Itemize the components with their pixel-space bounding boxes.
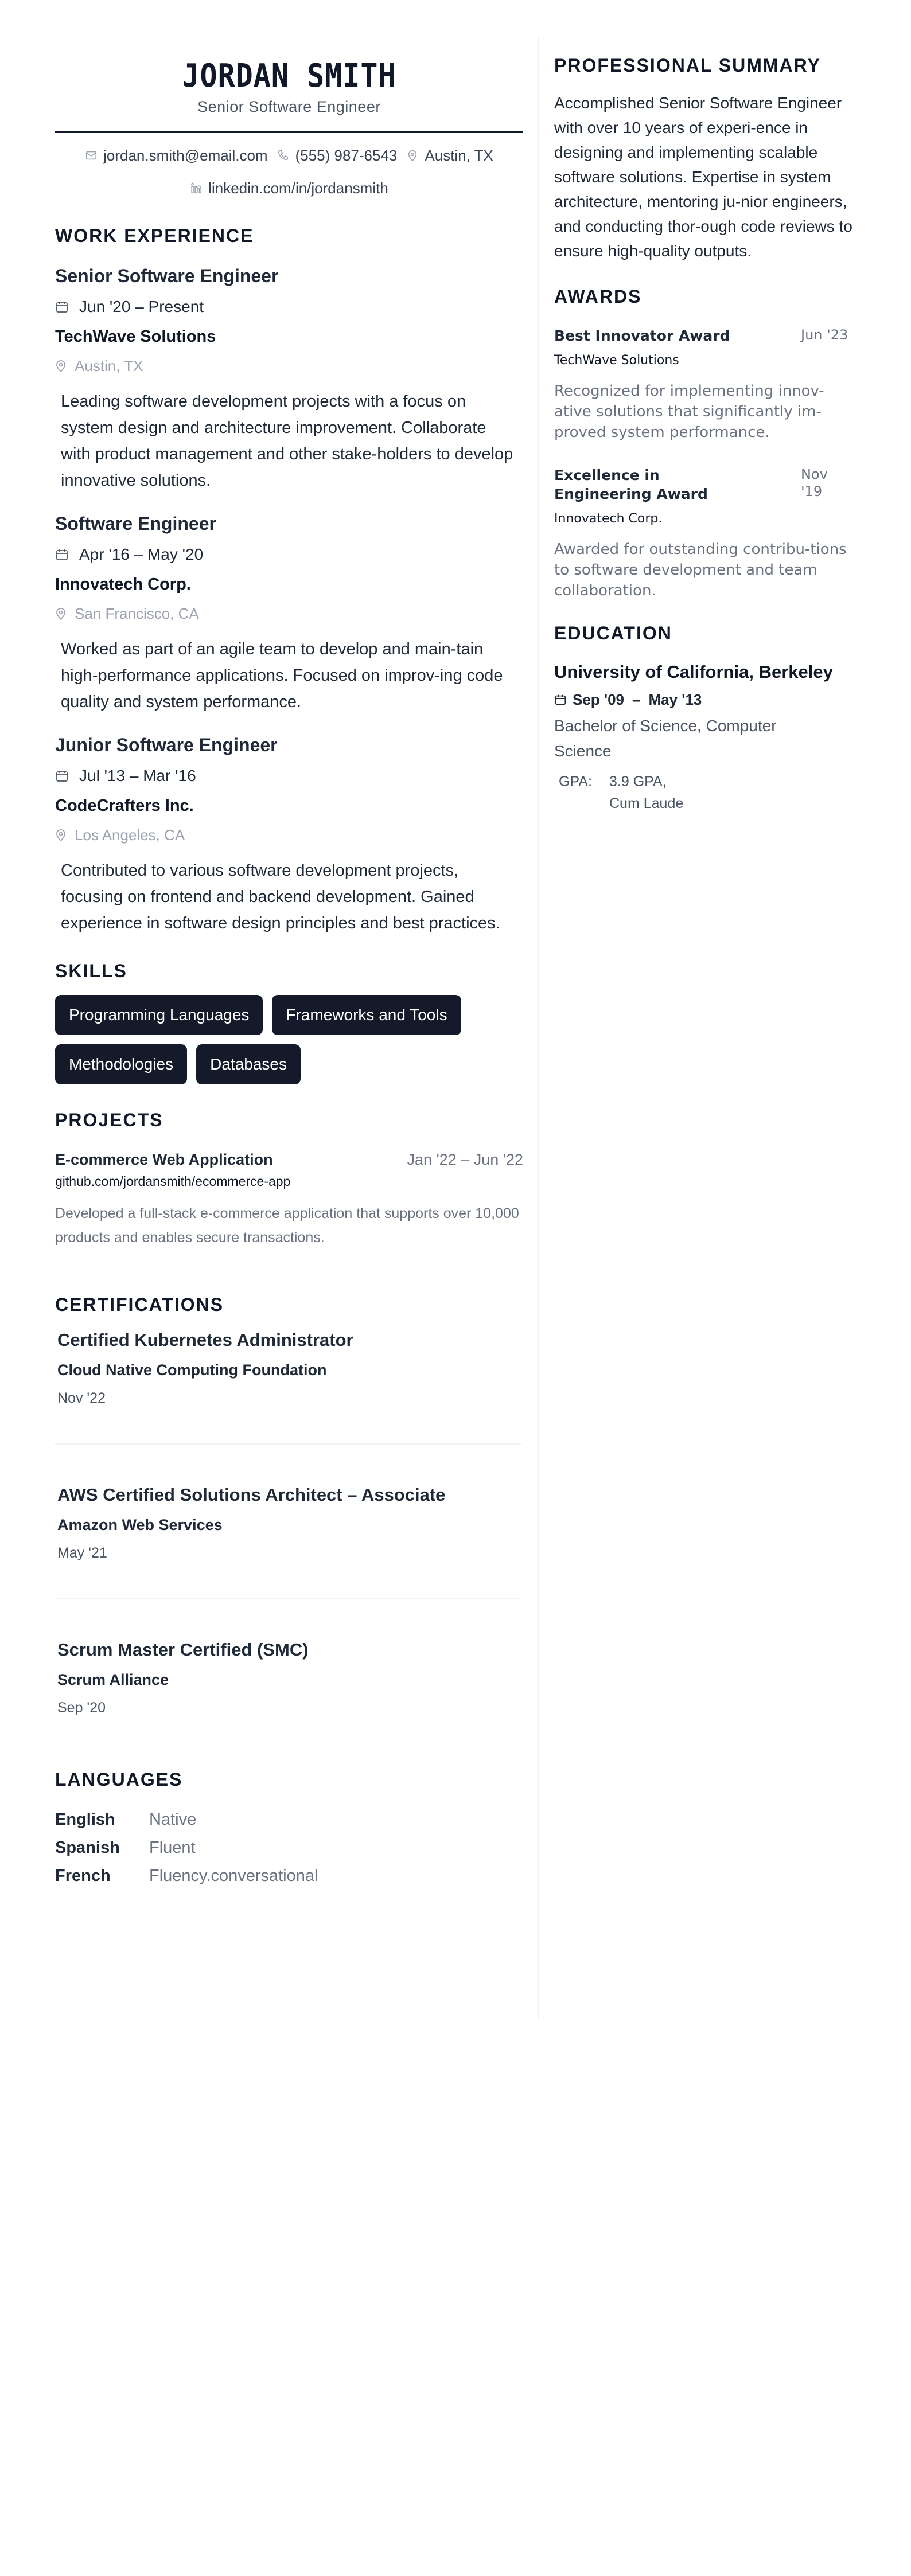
section-title-certifications: CERTIFICATIONS [55, 1294, 224, 1315]
education-start: Sep '09 [573, 691, 625, 708]
section-title-skills: SKILLS [55, 961, 127, 981]
language-level: Native [149, 1810, 197, 1829]
job-location [55, 825, 523, 845]
job-dates [55, 296, 523, 317]
language-name: Spanish [55, 1839, 120, 1857]
job-location-text: San Francisco, CA [75, 605, 199, 622]
award-organization: Innovatech Corp. [554, 512, 663, 526]
certification-date: Nov '22 [57, 1390, 106, 1406]
job-company: TechWave Solutions [55, 327, 216, 346]
job-company: CodeCrafters Inc. [55, 797, 194, 815]
job-entry [55, 512, 523, 715]
certification-entry [55, 1316, 523, 1408]
job-description: Contributed to various software development projects, focusing on frontend and backend development. Gained experience in software design principles and best practices. [61, 861, 500, 932]
contact-linkedin[interactable] [190, 178, 388, 198]
language-row [55, 1808, 523, 1831]
language-name: French [55, 1867, 111, 1885]
phone-text: (555) 987-6543 [295, 147, 398, 164]
contact-row-2 [55, 178, 523, 198]
job-entry [55, 733, 523, 936]
job-location [55, 356, 523, 376]
language-list [55, 1808, 523, 1887]
certification-issuer: Scrum Alliance [57, 1671, 169, 1688]
education-dates [554, 689, 864, 710]
contact-row [55, 146, 523, 165]
award-header [554, 326, 852, 345]
education-degree: Bachelor of Science, Computer Science [554, 717, 777, 760]
certification-issuer: Amazon Web Services [57, 1516, 223, 1533]
job-entry [55, 264, 523, 494]
job-dates [55, 766, 523, 786]
section-title-projects: PROJECTS [55, 1110, 163, 1130]
projects-section [55, 1109, 523, 1250]
certification-date: Sep '20 [57, 1700, 106, 1716]
contact-email[interactable] [85, 146, 267, 165]
education-date-separator: – [632, 691, 641, 708]
job-company: Innovatech Corp. [55, 575, 191, 594]
job-role: Software Engineer [55, 513, 216, 534]
skill-tag: Frameworks and Tools [272, 995, 461, 1035]
certification-divider [55, 1598, 521, 1599]
project-header [55, 1150, 523, 1169]
certifications-section [55, 1293, 523, 1718]
section-title-summary: PROFESSIONAL SUMMARY [554, 55, 821, 76]
section-title-languages: LANGUAGES [55, 1769, 183, 1790]
email-text: jordan.smith@email.com [103, 147, 268, 164]
location-pin-icon [406, 149, 419, 162]
location-pin-icon [55, 359, 67, 373]
certification-entry [55, 1638, 523, 1718]
work-experience-section [55, 224, 523, 936]
summary-section [554, 54, 864, 263]
skills-section [55, 959, 523, 1084]
awards-section [554, 285, 864, 601]
section-title-work: WORK EXPERIENCE [55, 225, 254, 246]
job-dates-text: Jul '13 – Mar '16 [79, 767, 196, 784]
language-row [55, 1864, 523, 1887]
job-role: Senior Software Engineer [55, 266, 279, 286]
job-location [55, 604, 523, 623]
language-level: Fluent [149, 1839, 196, 1857]
certification-date: May '21 [57, 1545, 107, 1561]
candidate-name: JORDAN SMITH [182, 57, 396, 95]
project-dates: Jan '22 – Jun '22 [407, 1151, 523, 1168]
award-name: Best Innovator Award [554, 327, 730, 344]
phone-icon [277, 149, 290, 162]
job-location-text: Los Angeles, CA [75, 826, 185, 844]
column-divider [538, 37, 539, 2019]
award-description: Recognized for implementing innov-ative solutions that significantly im-proved system performance. [554, 383, 824, 441]
skill-tag: Databases [196, 1044, 301, 1084]
calendar-icon [55, 769, 69, 783]
certification-entry [55, 1484, 523, 1563]
resume-header [55, 37, 523, 198]
award-date: Jun '23 [801, 327, 848, 343]
skill-tag: Programming Languages [55, 995, 263, 1035]
project-name: E-commerce Web Application [55, 1151, 273, 1168]
location-pin-icon [55, 828, 67, 842]
job-description: Worked as part of an agile team to develop and main-tain high-performance applications. Focused on improv-ing code quality and system performance. [61, 640, 503, 711]
project-link[interactable]: github.com/jordansmith/ecommerce-app [55, 1174, 291, 1189]
award-entry [554, 326, 864, 443]
award-name: Excellence in Engineering Award [554, 467, 708, 502]
certification-name: Scrum Master Certified (SMC) [57, 1640, 309, 1660]
language-name: English [55, 1810, 115, 1829]
education-entry [554, 661, 864, 814]
award-entry [554, 466, 864, 601]
education-section [554, 622, 864, 814]
award-description: Awarded for outstanding contribu-tions to software development and team collaboration. [554, 541, 847, 599]
linkedin-icon [190, 182, 203, 194]
contact-phone[interactable] [277, 146, 398, 165]
award-organization: TechWave Solutions [554, 353, 679, 368]
linkedin-text: linkedin.com/in/jordansmith [208, 179, 388, 197]
calendar-icon [554, 693, 567, 706]
left-column [55, 37, 523, 1892]
contact-location [406, 146, 493, 165]
job-role: Junior Software Engineer [55, 735, 278, 755]
award-date: Nov '19 [801, 466, 828, 499]
gpa-label: GPA: [559, 774, 592, 790]
section-title-awards: AWARDS [554, 286, 642, 307]
project-description: Developed a full-stack e-commerce application that supports over 10,000 products and enables secure transactions. [55, 1205, 519, 1246]
section-title-education: EDUCATION [554, 623, 672, 643]
certification-divider [55, 1443, 521, 1445]
location-pin-icon [55, 607, 67, 620]
job-dates [55, 544, 523, 565]
skill-tag-list [55, 995, 523, 1084]
calendar-icon [55, 300, 69, 314]
education-end: May '13 [648, 691, 702, 708]
certification-issuer: Cloud Native Computing Foundation [57, 1361, 327, 1379]
mail-icon [85, 149, 98, 162]
languages-section [55, 1768, 523, 1887]
job-dates-text: Jun '20 – Present [79, 298, 204, 315]
gpa-value: 3.9 GPA, Cum Laude [609, 774, 684, 811]
education-school: University of California, Berkeley [554, 662, 833, 682]
header-divider [55, 131, 523, 133]
certification-name: AWS Certified Solutions Architect – Associate [57, 1485, 446, 1505]
language-row [55, 1836, 523, 1859]
certification-name: Certified Kubernetes Administrator [57, 1330, 353, 1350]
summary-text: Accomplished Senior Software Engineer with over 10 years of experi-ence in designing and implementing scalable software solutions. Expertise in system architecture, mentoring ju-nior engineers, and conducting thor-ough code reviews to ensure high-quality outputs. [554, 94, 852, 260]
skill-tag: Methodologies [55, 1044, 187, 1084]
job-dates-text: Apr '16 – May '20 [79, 545, 204, 563]
candidate-title: Senior Software Engineer [197, 98, 381, 115]
language-level: Fluency.conversational [149, 1867, 318, 1885]
right-column [554, 37, 864, 814]
award-header [554, 466, 852, 504]
project-entry [55, 1150, 523, 1250]
job-location-text: Austin, TX [75, 357, 143, 374]
job-description: Leading software development projects with a focus on system design and architecture improvement. Collaborate with product management and other stake-holders to develop innovative solutions. [61, 392, 513, 490]
location-text: Austin, TX [425, 147, 493, 164]
education-gpa [554, 771, 864, 814]
calendar-icon [55, 548, 69, 561]
